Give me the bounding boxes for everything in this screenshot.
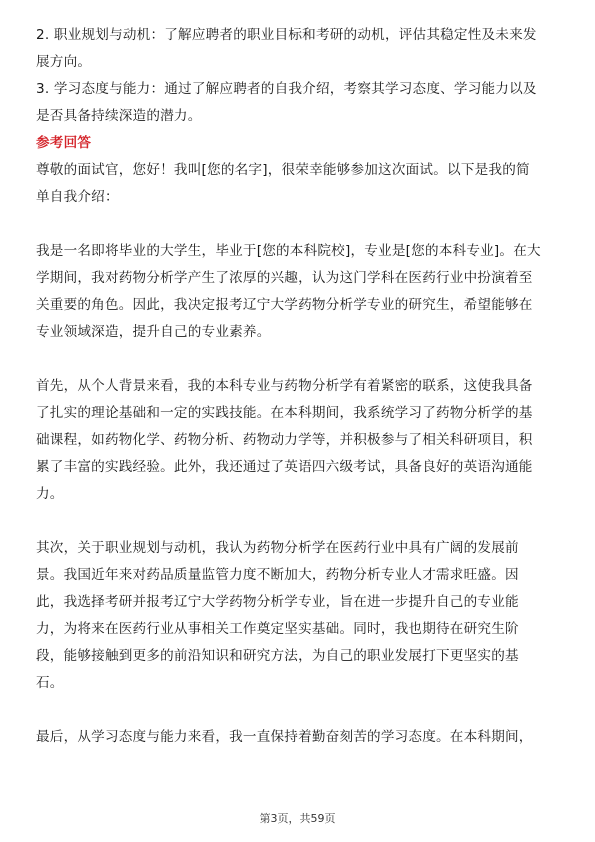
- text-line: 2. 职业规划与动机：了解应聘者的职业目标和考研的动机，评估其稳定性及未来发: [36, 27, 537, 43]
- paragraph: [36, 535, 560, 697]
- text-line: 力，为将来在医药行业从事相关工作奠定坚实基础。同时，我也期待在研究生阶: [36, 621, 519, 637]
- text-line: 段，能够接触到更多的前沿知识和研究方法，为自己的职业发展打下更坚实的基: [36, 648, 519, 664]
- text-line: 是否具备持续深造的潜力。: [36, 108, 202, 124]
- text-line: 学期间，我对药物分析学产生了浓厚的兴趣，认为这门学科在医药行业中扮演着至: [36, 270, 533, 286]
- text-line: 力。: [36, 486, 64, 502]
- text-line: 其次，关于职业规划与动机，我认为药物分析学在医药行业中具有广阔的发展前: [36, 540, 519, 556]
- paragraph: [36, 76, 560, 130]
- text-line: 展方向。: [36, 54, 92, 70]
- text-line: 景。我国近年来对药品质量监管力度不断加大，药物分析专业人才需求旺盛。因: [36, 567, 519, 583]
- page-footer: 第3页，共59页: [259, 812, 336, 825]
- paragraph-spacer: [36, 211, 560, 238]
- paragraph: [36, 373, 560, 508]
- paragraph: [36, 724, 560, 751]
- text-line: 单自我介绍：: [36, 189, 119, 205]
- paragraph-spacer: [36, 697, 560, 724]
- section-heading: [36, 130, 560, 157]
- text-line: 最后，从学习态度与能力来看，我一直保持着勤奋刻苦的学习态度。在本科期间，: [36, 729, 533, 745]
- text-line: 首先，从个人背景来看，我的本科专业与药物分析学有着紧密的联系，这使我具备: [36, 378, 533, 394]
- text-line: 专业领域深造，提升自己的专业素养。: [36, 324, 271, 340]
- text-line: 我是一名即将毕业的大学生，毕业于[您的本科院校]，专业是[您的本科专业]。在大: [36, 243, 541, 259]
- text-line: 石。: [36, 675, 64, 691]
- text-line: 累了丰富的实践经验。此外，我还通过了英语四六级考试，具备良好的英语沟通能: [36, 459, 533, 475]
- text-line: 此，我选择考研并报考辽宁大学药物分析学专业，旨在进一步提升自己的专业能: [36, 594, 519, 610]
- text-line: 关重要的角色。因此，我决定报考辽宁大学药物分析学专业的研究生，希望能够在: [36, 297, 533, 313]
- paragraph-spacer: [36, 346, 560, 373]
- text-line: 了扎实的理论基础和一定的实践技能。在本科期间，我系统学习了药物分析学的基: [36, 405, 533, 421]
- heading-text: 参考回答: [36, 135, 92, 151]
- paragraph: [36, 22, 560, 76]
- text-line: 尊敬的面试官，您好！我叫[您的名字]，很荣幸能够参加这次面试。以下是我的简: [36, 162, 530, 178]
- paragraph-spacer: [36, 508, 560, 535]
- paragraph: [36, 238, 560, 346]
- paragraph: [36, 157, 560, 211]
- text-line: 础课程，如药物化学、药物分析、药物动力学等，并积极参与了相关科研项目，积: [36, 432, 533, 448]
- text-line: 3. 学习态度与能力：通过了解应聘者的自我介绍，考察其学习态度、学习能力以及: [36, 81, 537, 97]
- document-body: [36, 22, 560, 751]
